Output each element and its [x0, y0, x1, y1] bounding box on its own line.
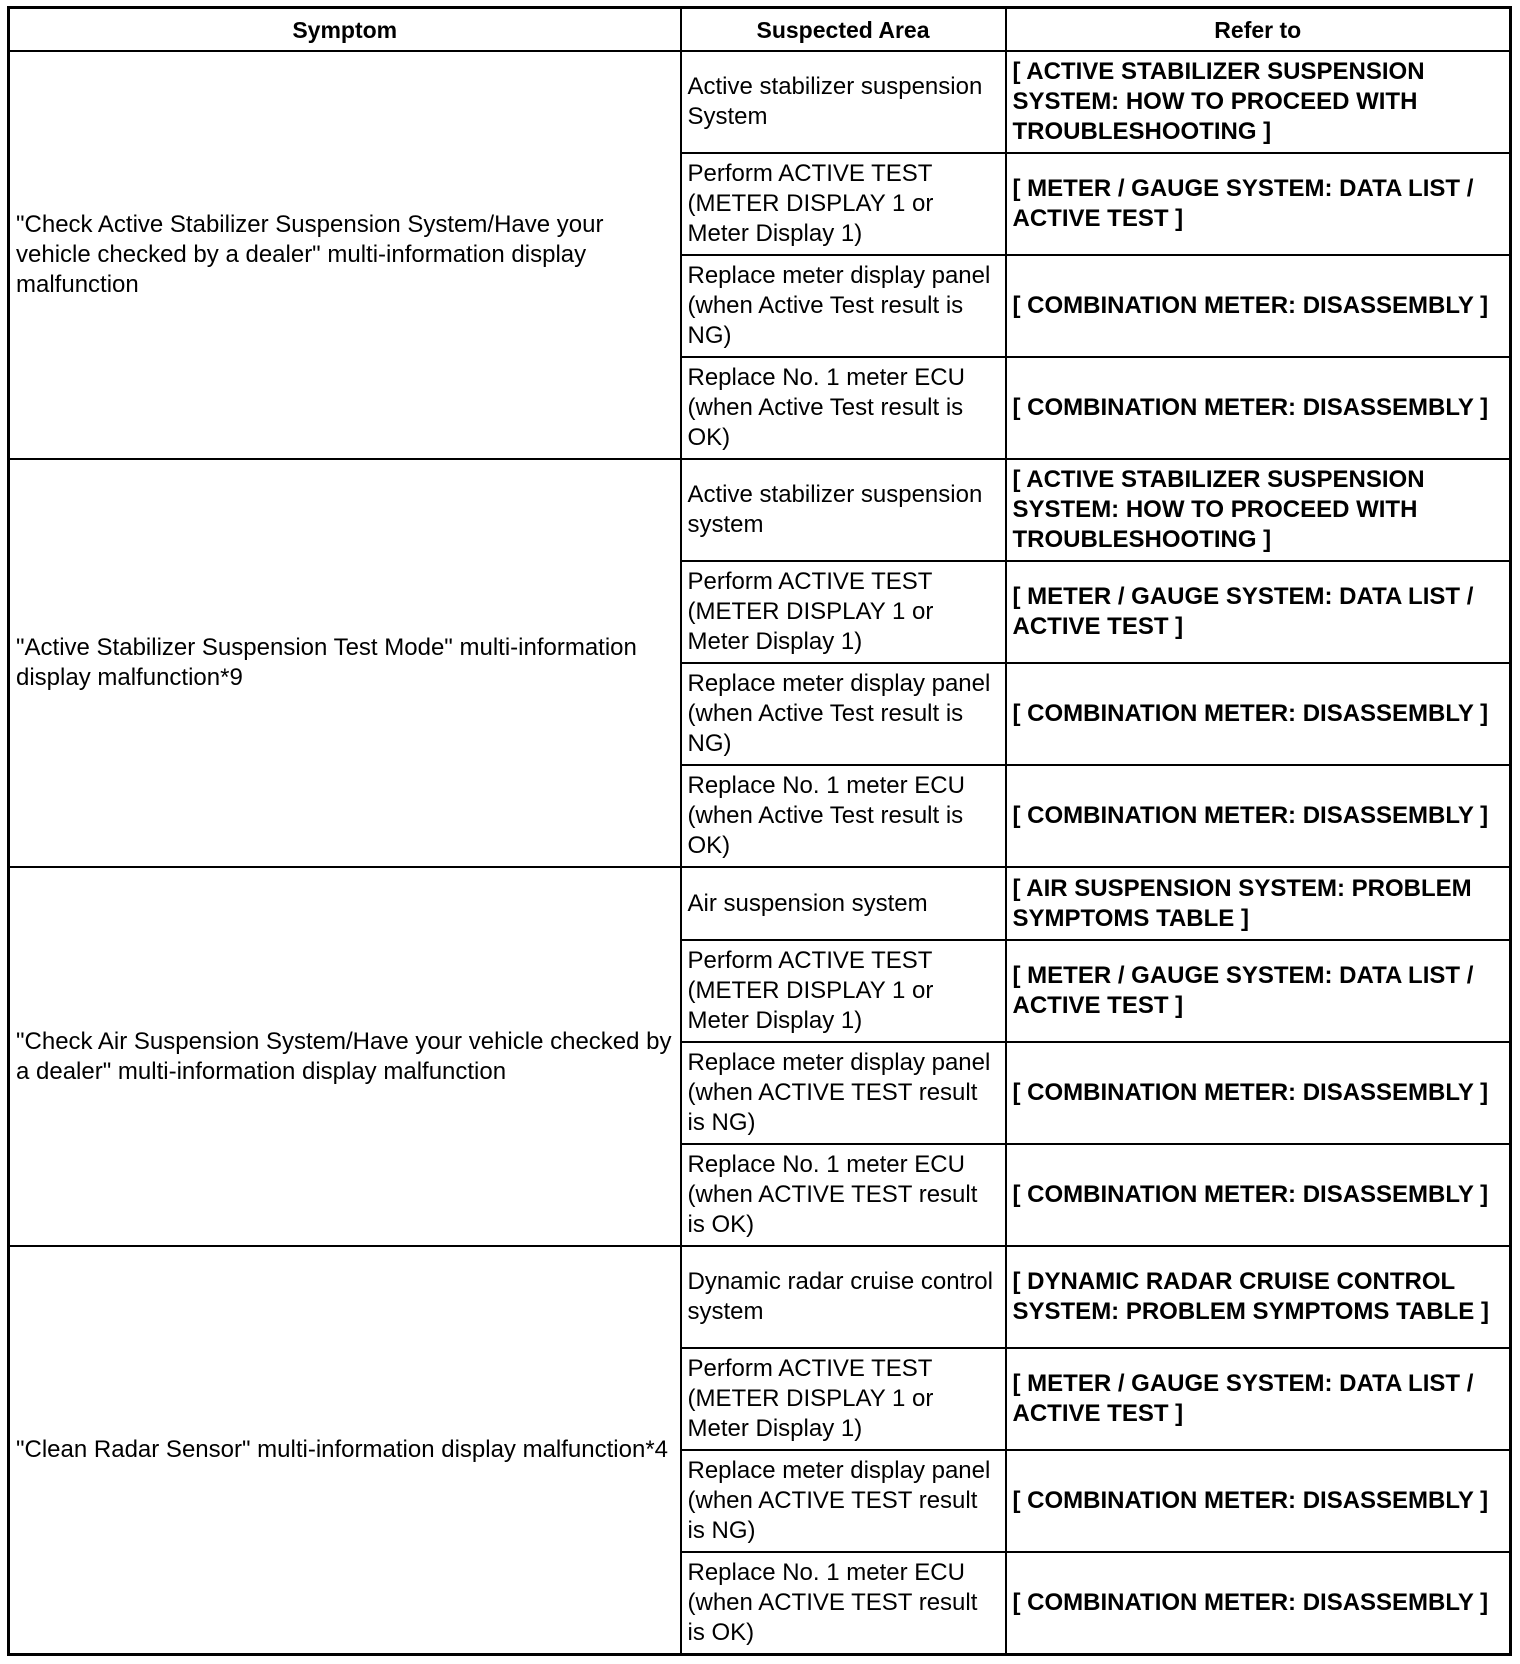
- column-header-symptom: Symptom: [9, 8, 681, 52]
- suspected-area-cell: Dynamic radar cruise control system: [681, 1246, 1006, 1348]
- refer-to-cell: [ ACTIVE STABILIZER SUSPENSION SYSTEM: HOW TO PROCEED WITH TROUBLESHOOTING ]: [1006, 459, 1511, 561]
- suspected-area-cell: Replace meter display panel (when Active Test result is NG): [681, 663, 1006, 765]
- refer-to-cell: [ COMBINATION METER: DISASSEMBLY ]: [1006, 663, 1511, 765]
- symptom-cell: "Check Air Suspension System/Have your vehicle checked by a dealer" multi-information display malfunction: [9, 867, 681, 1246]
- suspected-area-cell: Perform ACTIVE TEST (METER DISPLAY 1 or Meter Display 1): [681, 561, 1006, 663]
- suspected-area-cell: Replace No. 1 meter ECU (when ACTIVE TEST result is OK): [681, 1552, 1006, 1654]
- column-header-refer-to: Refer to: [1006, 8, 1511, 52]
- suspected-area-cell: Replace meter display panel (when ACTIVE TEST result is NG): [681, 1450, 1006, 1552]
- suspected-area-cell: Replace No. 1 meter ECU (when Active Test result is OK): [681, 357, 1006, 459]
- refer-to-cell: [ DYNAMIC RADAR CRUISE CONTROL SYSTEM: PROBLEM SYMPTOMS TABLE ]: [1006, 1246, 1511, 1348]
- table-row: [9, 51, 1511, 153]
- suspected-area-cell: Air suspension system: [681, 867, 1006, 940]
- suspected-area-cell: Perform ACTIVE TEST (METER DISPLAY 1 or Meter Display 1): [681, 1348, 1006, 1450]
- refer-to-cell: [ METER / GAUGE SYSTEM: DATA LIST / ACTIVE TEST ]: [1006, 153, 1511, 255]
- column-header-suspected-area: Suspected Area: [681, 8, 1006, 52]
- refer-to-cell: [ COMBINATION METER: DISASSEMBLY ]: [1006, 255, 1511, 357]
- suspected-area-cell: Perform ACTIVE TEST (METER DISPLAY 1 or Meter Display 1): [681, 940, 1006, 1042]
- suspected-area-cell: Replace meter display panel (when Active Test result is NG): [681, 255, 1006, 357]
- refer-to-cell: [ COMBINATION METER: DISASSEMBLY ]: [1006, 1552, 1511, 1654]
- table-row: [9, 1246, 1511, 1348]
- header-row: [9, 8, 1511, 52]
- refer-to-cell: [ ACTIVE STABILIZER SUSPENSION SYSTEM: HOW TO PROCEED WITH TROUBLESHOOTING ]: [1006, 51, 1511, 153]
- refer-to-cell: [ COMBINATION METER: DISASSEMBLY ]: [1006, 1144, 1511, 1246]
- refer-to-cell: [ METER / GAUGE SYSTEM: DATA LIST / ACTIVE TEST ]: [1006, 940, 1511, 1042]
- table-row: [9, 459, 1511, 561]
- refer-to-cell: [ METER / GAUGE SYSTEM: DATA LIST / ACTIVE TEST ]: [1006, 561, 1511, 663]
- suspected-area-cell: Active stabilizer suspension System: [681, 51, 1006, 153]
- suspected-area-cell: Replace meter display panel (when ACTIVE TEST result is NG): [681, 1042, 1006, 1144]
- symptom-cell: "Active Stabilizer Suspension Test Mode" multi-information display malfunction*9: [9, 459, 681, 867]
- refer-to-cell: [ COMBINATION METER: DISASSEMBLY ]: [1006, 357, 1511, 459]
- symptom-cell: "Clean Radar Sensor" multi-information display malfunction*4: [9, 1246, 681, 1654]
- table-row: [9, 867, 1511, 940]
- suspected-area-cell: Replace No. 1 meter ECU (when ACTIVE TEST result is OK): [681, 1144, 1006, 1246]
- suspected-area-cell: Perform ACTIVE TEST (METER DISPLAY 1 or Meter Display 1): [681, 153, 1006, 255]
- suspected-area-cell: Active stabilizer suspension system: [681, 459, 1006, 561]
- refer-to-cell: [ AIR SUSPENSION SYSTEM: PROBLEM SYMPTOMS TABLE ]: [1006, 867, 1511, 940]
- suspected-area-cell: Replace No. 1 meter ECU (when Active Test result is OK): [681, 765, 1006, 867]
- troubleshooting-table: [7, 6, 1512, 1656]
- refer-to-cell: [ COMBINATION METER: DISASSEMBLY ]: [1006, 1450, 1511, 1552]
- symptom-cell: "Check Active Stabilizer Suspension System/Have your vehicle checked by a dealer" multi-information display malfunction: [9, 51, 681, 459]
- refer-to-cell: [ COMBINATION METER: DISASSEMBLY ]: [1006, 765, 1511, 867]
- refer-to-cell: [ METER / GAUGE SYSTEM: DATA LIST / ACTIVE TEST ]: [1006, 1348, 1511, 1450]
- refer-to-cell: [ COMBINATION METER: DISASSEMBLY ]: [1006, 1042, 1511, 1144]
